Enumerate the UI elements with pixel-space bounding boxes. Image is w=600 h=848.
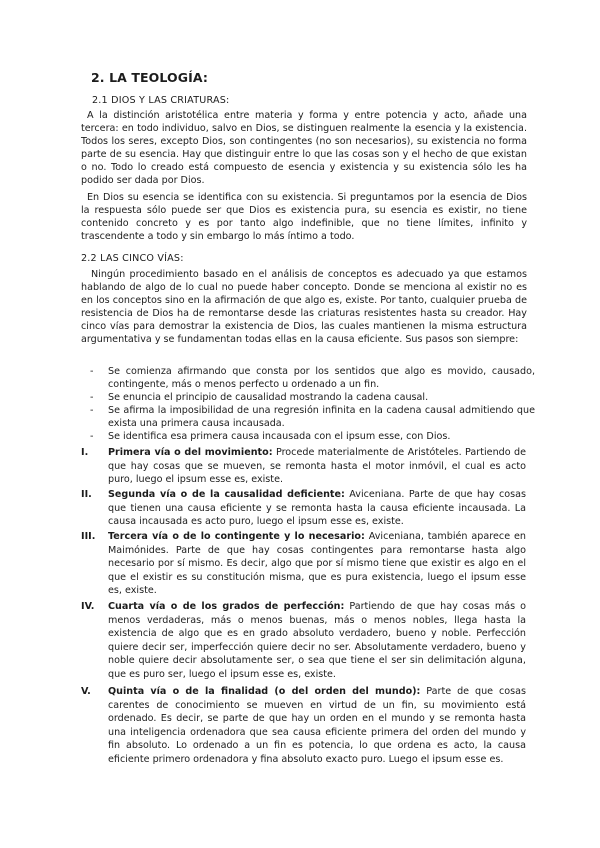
via-description: Parte de que cosas carentes de conocimiento se mueven en virtud de un fin, su movimiento está ordenado. Es decir, se parte de que hay un orden en el mundo y se remonta hasta una inteligencia ordenadora que sea causa eficiente primera del orden del mundo y fin absoluto. Lo ordenado a un fin es potencia, lo que ordena es acto, la causa eficiente primero ordenadora y fina absoluto exacto puro. Luego el ipsum esse es. xyxy=(108,686,527,765)
via-item-2 xyxy=(81,488,526,529)
dash-bullet: - xyxy=(90,431,94,442)
step-text: Se comienza afirmando que consta por los sentidos que algo es movido, causado, contingente, más o menos perfecto u ordenado a un fin. xyxy=(108,366,535,390)
via-text xyxy=(108,600,526,681)
step-item xyxy=(90,404,535,430)
step-item xyxy=(90,391,535,404)
via-text xyxy=(108,488,526,529)
via-number: V. xyxy=(81,686,91,697)
section-title: 2. LA TEOLOGÍA: xyxy=(91,70,208,85)
paragraph-procedimiento: Ningún procedimiento basado en el análisis de conceptos es adecuado ya que estamos hablando de algo de lo cual no puede haber concepto. Donde se menciona al existir no es en los conceptos sino en la afirmación de que algo es, existe. Por tanto, cualquier prueba de resistencia de Dios ha de remontarse desde las criaturas resistentes hasta su creador. Hay cinco vías para demostrar la existencia de Dios, las cuales mantienen la misma estructura argumentativa y se fundamentan todas ellas en la causa eficiente. Sus pasos son siempre: xyxy=(81,269,527,345)
via-text xyxy=(108,530,526,598)
dash-bullet: - xyxy=(90,392,94,403)
via-name: Segunda vía o de la causalidad deficiente: xyxy=(108,489,345,500)
via-name: Primera vía o del movimiento: xyxy=(108,447,273,458)
via-item-4 xyxy=(81,600,526,681)
dash-bullet: - xyxy=(90,366,94,377)
via-item-1 xyxy=(81,446,526,487)
via-number: IV. xyxy=(81,601,95,612)
step-text: Se enuncia el principio de causalidad mostrando la cadena causal. xyxy=(108,392,429,403)
via-item-3 xyxy=(81,530,526,598)
via-name: Cuarta vía o de los grados de perfección: xyxy=(108,601,345,612)
step-text: Se afirma la imposibilidad de una regresión infinita en la cadena causal admitiendo que exista una primera causa incausada. xyxy=(108,405,535,429)
via-name: Tercera vía o de lo contingente y lo necesario: xyxy=(108,531,365,542)
via-text xyxy=(108,685,526,766)
via-description: Aviceniana, también aparece en Maimónides. Parte de que hay cosas contingentes para remontarse hasta algo necesario por sí mismo. Es decir, algo que por sí mismo tiene que existir es algo en el que el existir es su constitución misma, que es pura existencia, luego el ipsum esse es, existe. xyxy=(108,531,526,596)
via-description: Partiendo de que hay cosas más o menos verdaderas, más o menos buenas, más o menos nobles, llega hasta la existencia de algo que es en grado absoluto verdadero, bueno y noble. Perfección quiere decir ser, imperfección quiere decir no ser. Absolutamente verdadero, bueno y noble quiere decir absolutamente ser, o sea que tiene el ser sin delimitación alguna, que es puro ser, luego el ipsum esse es, existe. xyxy=(108,601,526,680)
via-description: Procede materialmente de Aristóteles. Partiendo de que hay cosas que se mueven, se remonta hasta el motor inmóvil, el cual es acto puro, luego el ipsum esse es, existe. xyxy=(108,447,526,485)
paragraph-distincion: A la distinción aristotélica entre materia y forma y entre potencia y acto, añade una tercera: en todo individuo, salvo en Dios, se distinguen realmente la esencia y la existencia. Todos los seres, excepto Dios, son contingentes (no son necesarios), su existencia no forma parte de su esencia. Hay que distinguir entre lo que las cosas son y el hecho de que existan o no. Todo lo creado está compuesto de esencia y existencia y su existencia sólo les ha podido ser dada por Dios. xyxy=(81,110,527,186)
via-text xyxy=(108,446,526,487)
via-number: III. xyxy=(81,531,96,542)
via-number: II. xyxy=(81,489,92,500)
dash-bullet: - xyxy=(90,405,94,416)
via-description: Aviceniana. Parte de que hay cosas que tienen una causa eficiente y se remonta hasta la causa eficiente incausada. La causa incausada es acto puro, luego el ipsum esse es, existe. xyxy=(108,489,526,527)
step-item xyxy=(90,365,535,391)
via-number: I. xyxy=(81,447,89,458)
subsection-heading-criaturas: 2.1 DIOS Y LAS CRIATURAS: xyxy=(92,95,230,106)
subsection-heading-cinco-vias: 2.2 LAS CINCO VÍAS: xyxy=(81,253,184,264)
step-text: Se identifica esa primera causa incausada con el ipsum esse, con Dios. xyxy=(108,431,451,442)
paragraph-esencia-dios: En Dios su esencia se identifica con su existencia. Si preguntamos por la esencia de Dios la respuesta sólo puede ser que Dios es existencia pura, su esencia es existir, no tiene contenido concreto y es por tanto algo indefinible, que no tiene límites, infinito y trascendente a todo y sin embargo lo más íntimo a todo. xyxy=(81,192,527,242)
via-item-5 xyxy=(81,685,526,766)
via-name: Quinta vía o de la finalidad (o del orden del mundo): xyxy=(108,686,421,697)
step-item xyxy=(90,430,535,443)
